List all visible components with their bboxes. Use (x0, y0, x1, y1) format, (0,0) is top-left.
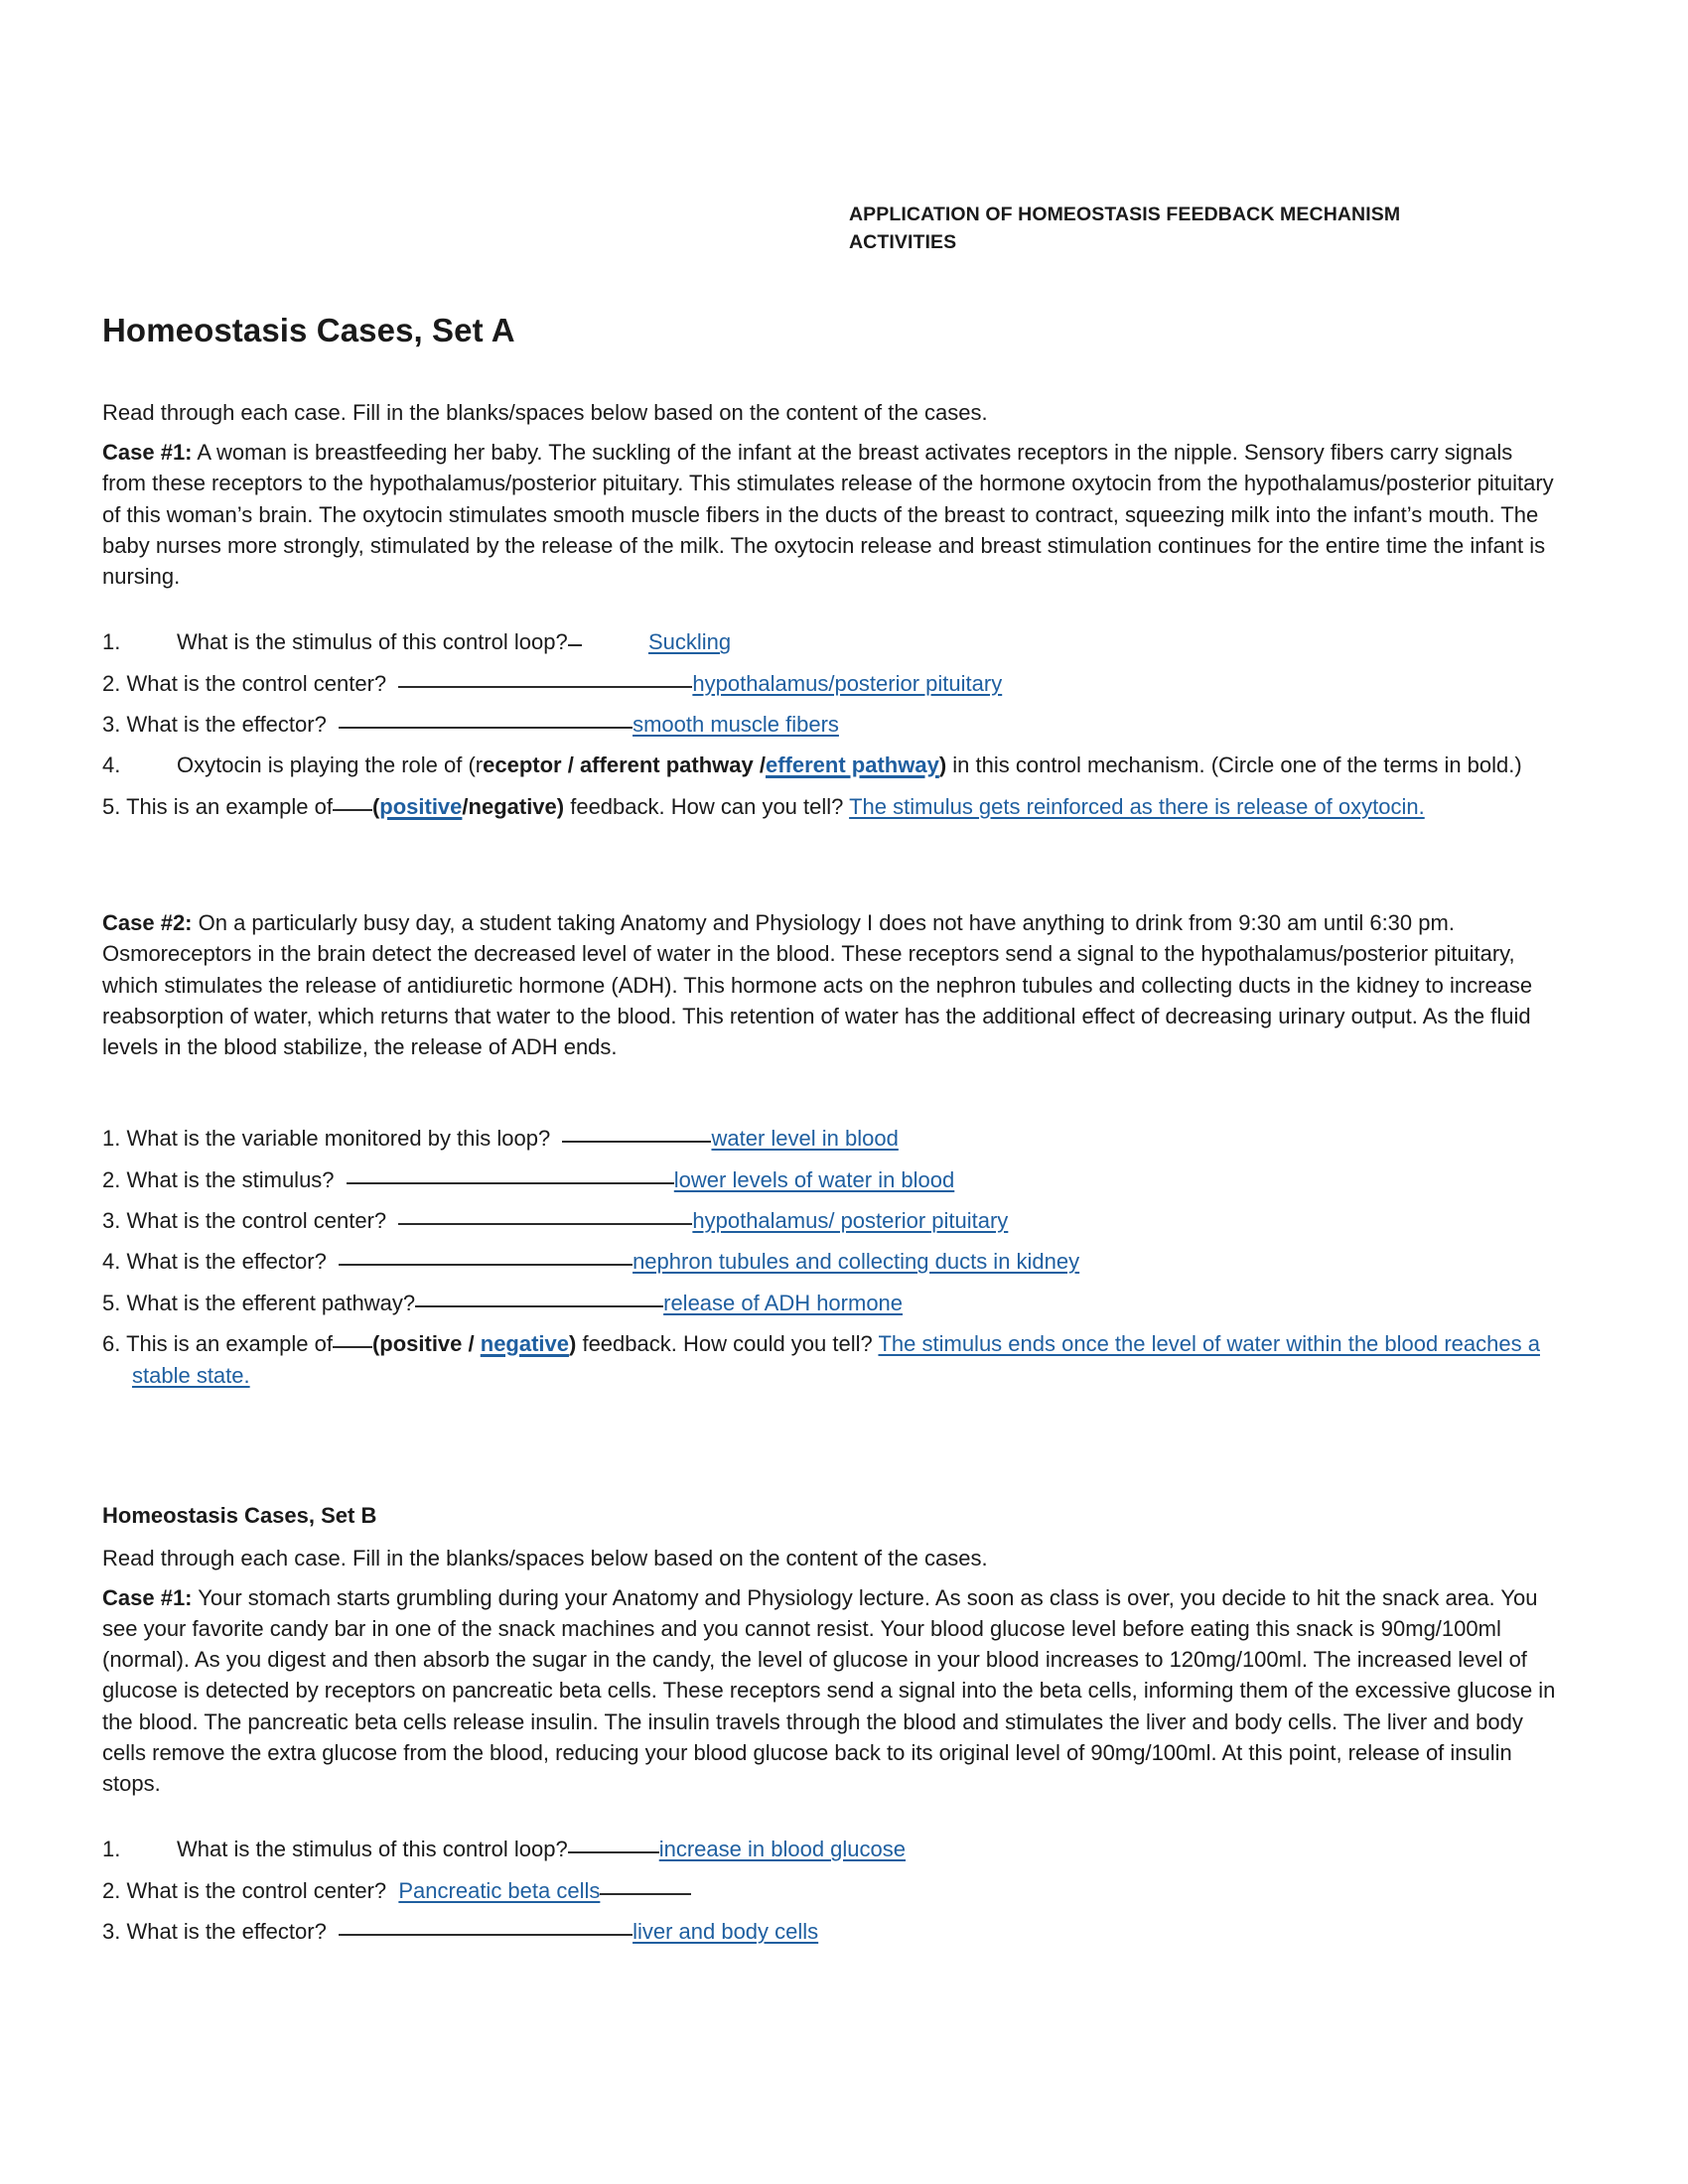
b-q3-question: 3. What is the effector? (102, 1919, 327, 1945)
document-header (849, 202, 1544, 256)
c2-q2-blank-rule[interactable] (347, 1182, 674, 1184)
set-b-case1-q1 (102, 1834, 1557, 1865)
document-body (102, 397, 1557, 1957)
set-a-case1-paragraph (102, 437, 1557, 592)
c2-q6-other-option: positive / (379, 1330, 481, 1356)
set-b-case1-q2 (102, 1875, 1557, 1907)
q2-blank-rule[interactable] (398, 686, 692, 688)
q4-text-a: Oxytocin is playing the role of (r (177, 752, 484, 778)
q3-blank-rule[interactable] (339, 727, 633, 729)
c2-q4-question: 4. What is the effector? (102, 1249, 327, 1275)
c2-q1-answer[interactable]: water level in blood (711, 1126, 899, 1152)
b-q1-number: 1. (102, 1837, 121, 1862)
set-a-case2-q2 (102, 1164, 1557, 1196)
q1-answer[interactable]: Suckling (647, 629, 732, 655)
q5-blank-rule[interactable] (333, 809, 372, 811)
q1-number: 1. (102, 629, 121, 655)
set-b-case1-paragraph (102, 1582, 1557, 1800)
case1-label: Case #1: (102, 440, 193, 466)
c2-q3-question: 3. What is the control center? (102, 1207, 387, 1233)
q4-selected-choice[interactable]: efferent pathway (766, 752, 939, 778)
q5-paren-close: ) (556, 793, 565, 819)
q4-bold-options: eceptor / afferent pathway / (483, 752, 766, 778)
c2-q1-question: 1. What is the variable monitored by this loop? (102, 1126, 551, 1152)
set-a-case2-q6 (102, 1328, 1557, 1393)
b-q2-question: 2. What is the control center? (102, 1877, 387, 1903)
set-b-instructions: Read through each case. Fill in the blanks/spaces below based on the content of the cases. (102, 1545, 988, 1570)
set-a-case1-q5 (102, 791, 1557, 823)
c2-q4-answer[interactable]: nephron tubules and collecting ducts in kidney (633, 1249, 1080, 1275)
spacer (102, 601, 1557, 626)
set-a-case1-q4 (102, 750, 1557, 781)
case1-text: A woman is breastfeeding her baby. The suckling of the infant at the breast activates receptors in the nipple. Sensory fibers carry signals from these receptors to the hypothalamus/posterior pituitary. This stimulates release of the hormone oxytocin from the hypothalamus/posterior pituitary of this woman’s brain. The oxytocin stimulates smooth muscle fibers in the ducts of the breast to contract, squeezing milk into the infant’s mouth. The baby nurses more strongly, stimulated by the release of the milk. The oxytocin release and breast stimulation continues for the entire time the infant is nursing. (102, 440, 1554, 590)
spacer (102, 832, 1557, 907)
set-a-case1-q2 (102, 668, 1557, 700)
q2-answer[interactable]: hypothalamus/posterior pituitary (692, 670, 1003, 696)
c2-q3-answer[interactable]: hypothalamus/ posterior pituitary (692, 1207, 1009, 1233)
b-q1-blank-rule[interactable] (568, 1851, 659, 1853)
c2-q6-paren-close: ) (569, 1330, 577, 1356)
set-a-instructions: Read through each case. Fill in the blanks/spaces below based on the content of the cases. (102, 400, 988, 425)
set-a-case2-q1 (102, 1123, 1557, 1155)
set-b-case1-text: Your stomach starts grumbling during your Anatomy and Physiology lecture. As soon as class is over, you decide to hit the snack area. You see your favorite candy bar in one of the snack machines and you cannot resist. Your blood glucose level before eating this snack is 90mg/100ml (normal). As you digest and then absorb the sugar in the candy, the level of glucose in your blood increases to 120mg/100ml. The increased level of glucose is detected by receptors on pancreatic beta cells. These receptors send a signal into the beta cells, informing them of the excessive glucose in the blood. The pancreatic beta cells release insulin. The insulin travels through the blood and stimulates the liver and body cells. The liver and body cells remove the extra glucose from the blood, reducing your blood glucose back to its original level of 90mg/100ml. At this point, release of insulin stops. (102, 1584, 1556, 1797)
q5-answer[interactable]: The stimulus gets reinforced as there is release of oxytocin. (849, 793, 1425, 819)
q5-paren-open: ( (371, 793, 380, 819)
b-q1-answer[interactable]: increase in blood glucose (658, 1837, 907, 1862)
c2-q6-answer[interactable]: The stimulus ends once the level of water within the blood reaches a stable state. (132, 1330, 1540, 1389)
b-q2-blank-rule[interactable] (600, 1893, 691, 1895)
c2-q2-question: 2. What is the stimulus? (102, 1166, 335, 1192)
set-a-case2-q5 (102, 1288, 1557, 1319)
b-q1-question: What is the stimulus of this control loop? (177, 1837, 568, 1862)
page-title: Homeostasis Cases, Set A (102, 312, 515, 349)
set-b-case1-label: Case #1: (102, 1584, 193, 1610)
c2-q6-blank-rule[interactable] (333, 1346, 372, 1348)
q5-other-option: /negative (462, 793, 557, 819)
case2-text: On a particularly busy day, a student taking Anatomy and Physiology I does not have anything to drink from 9:30 am until 6:30 pm. Osmoreceptors in the brain detect the decreased level of water in the blood. These receptors send a signal to the hypothalamus/posterior pituitary, which stimulates the release of antidiuretic hormone (ADH). This hormone acts on the nephron tubules and collecting ducts in the kidney to increase reabsorption of water, which returns that water to the blood. This retention of water has the additional effect of decreasing urinary output. As the fluid levels in the blood stabilize, the release of ADH ends. (102, 910, 1533, 1059)
q5-text-b: feedback. How can you tell? (564, 793, 850, 819)
b-q3-blank-rule[interactable] (339, 1934, 633, 1936)
q3-question: 3. What is the effector? (102, 712, 327, 738)
set-a-case2-q4 (102, 1246, 1557, 1278)
c2-q6-paren-open: ( (371, 1330, 380, 1356)
c2-q6-selected-choice[interactable]: negative (480, 1330, 570, 1356)
c2-q3-blank-rule[interactable] (398, 1223, 692, 1225)
c2-q5-blank-rule[interactable] (415, 1305, 663, 1307)
spacer (102, 1402, 1557, 1477)
b-q3-answer[interactable]: liver and body cells (633, 1919, 819, 1945)
q4-text-b: in this control mechanism. (Circle one of the terms in bold.) (946, 752, 1522, 778)
c2-q5-answer[interactable]: release of ADH hormone (663, 1290, 904, 1315)
q5-selected-choice[interactable]: positive (379, 793, 463, 819)
q3-answer[interactable]: smooth muscle fibers (633, 712, 839, 738)
spacer (102, 1477, 1557, 1503)
set-a-case2-paragraph (102, 907, 1557, 1062)
q4-bold-close: ) (938, 752, 947, 778)
header-line-1: APPLICATION OF HOMEOSTASIS FEEDBACK MECHANISM (849, 204, 1401, 225)
q1-blank-rule[interactable] (568, 644, 582, 646)
set-b-case1-q3 (102, 1916, 1557, 1948)
set-b-heading: Homeostasis Cases, Set B (102, 1502, 377, 1528)
c2-q6-text-b: feedback. How could you tell? (576, 1330, 879, 1356)
q5-text-a: 5. This is an example of (102, 793, 333, 819)
c2-q1-blank-rule[interactable] (562, 1141, 711, 1143)
set-a-case1-q3 (102, 709, 1557, 741)
q4-number: 4. (102, 752, 121, 778)
case2-label: Case #2: (102, 910, 193, 936)
spacer (102, 1808, 1557, 1834)
set-a-case2-q3 (102, 1205, 1557, 1237)
spacer (102, 1071, 1557, 1123)
header-line-2: ACTIVITIES (849, 230, 957, 253)
c2-q6-text-a: 6. This is an example of (102, 1330, 333, 1356)
c2-q5-question: 5. What is the efferent pathway? (102, 1290, 416, 1315)
q1-question: What is the stimulus of this control loop? (177, 629, 568, 655)
q2-question: 2. What is the control center? (102, 670, 387, 696)
b-q2-answer[interactable]: Pancreatic beta cells (398, 1877, 601, 1903)
c2-q4-blank-rule[interactable] (339, 1264, 633, 1266)
set-a-case1-q1 (102, 626, 1557, 658)
c2-q2-answer[interactable]: lower levels of water in blood (673, 1166, 955, 1192)
